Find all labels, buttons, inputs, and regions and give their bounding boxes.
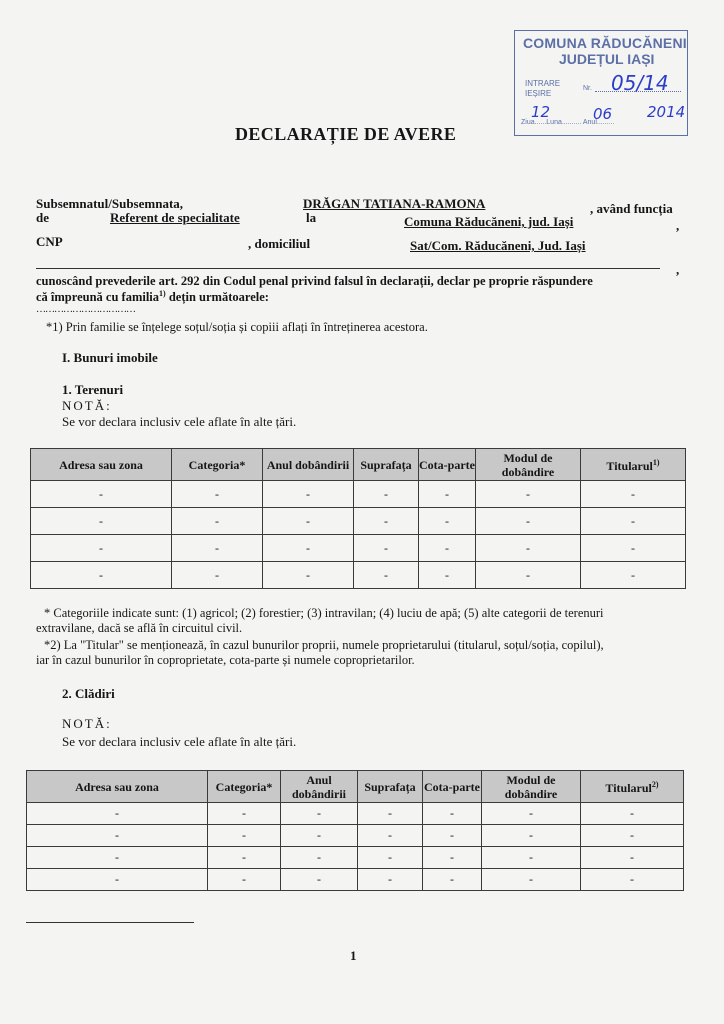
- table-cell: -: [581, 803, 684, 825]
- note-titular-1: *2) La "Titular" se menționează, în cazul bunurilor proprii, numele proprietarului (titularul, soțul/soția, copilul),: [44, 638, 604, 652]
- table-cell: -: [581, 535, 686, 562]
- table-cell: -: [581, 481, 686, 508]
- table-cell: -: [208, 869, 281, 891]
- table-cell: -: [27, 847, 208, 869]
- footnote-family: *1) Prin familie se înțelege soțul/soția și copiii aflați în întreținerea acestora.: [46, 320, 428, 334]
- table-header-row: [31, 449, 686, 481]
- table-cell: -: [354, 562, 419, 589]
- table-cell: -: [172, 508, 263, 535]
- table-cell: -: [581, 508, 686, 535]
- titularul-text: Titularul: [605, 781, 652, 795]
- intro-line-2-text: că împreună cu familia: [36, 290, 160, 305]
- col-header-anul: Anul dobândirii: [281, 771, 358, 803]
- table-cell: -: [172, 481, 263, 508]
- declarant-name: DRĂGAN TATIANA-RAMONA: [303, 196, 486, 211]
- table-row: [27, 847, 684, 869]
- domiciliul-label: , domiciliul: [248, 236, 311, 251]
- table-row: [27, 803, 684, 825]
- table-cell: -: [358, 803, 423, 825]
- footnote-ref-titular-1: 1): [652, 458, 660, 467]
- col-header-cota: Cota-parte: [423, 771, 482, 803]
- col-header-titularul: [581, 771, 684, 803]
- table-cell: -: [208, 803, 281, 825]
- table-row: [27, 825, 684, 847]
- note-categories-1: * Categoriile indicate sunt: (1) agricol; (2) forestier; (3) intravilan; (4) luciu de apă; (5) alte categorii de terenuri: [44, 606, 604, 620]
- table-cell: -: [354, 481, 419, 508]
- col-header-anul: Anul dobândirii: [263, 449, 354, 481]
- stamp-line-commune: COMUNA RĂDUCĂNENI: [523, 35, 687, 51]
- table-cell: -: [581, 869, 684, 891]
- subsemnatul-label: Subsemnatul/Subsemnata,: [36, 196, 184, 211]
- intro-line-1: cunoscând prevederile art. 292 din Codul penal privind falsul în declarații, declar pe proprie răspundere: [36, 274, 593, 288]
- table-cell: -: [482, 803, 581, 825]
- table-cell: -: [263, 508, 354, 535]
- table-cell: -: [581, 562, 686, 589]
- table-cell: -: [27, 803, 208, 825]
- col-header-adresa: Adresa sau zona: [27, 771, 208, 803]
- de-label: de: [36, 210, 49, 225]
- address-value: Sat/Com. Răducăneni, Jud. Iași: [410, 238, 586, 253]
- table-cell: -: [423, 869, 482, 891]
- table-cell: -: [358, 825, 423, 847]
- table-cell: -: [476, 508, 581, 535]
- comma-mark: ,: [676, 218, 680, 233]
- table-cell: -: [423, 825, 482, 847]
- stamp-intrare: INTRARE: [525, 79, 561, 88]
- col-header-suprafata: Suprafața: [358, 771, 423, 803]
- nota-text-1: Se vor declara inclusiv cele aflate în alte țări.: [62, 414, 297, 429]
- table-cell: -: [263, 481, 354, 508]
- registration-stamp: [514, 30, 688, 136]
- stamp-line-county: JUDEȚUL IAȘI: [559, 51, 655, 67]
- table-cell: -: [263, 535, 354, 562]
- table-cell: -: [482, 825, 581, 847]
- subsection-cladiri: 2. Clădiri: [62, 686, 115, 701]
- table-cell: -: [482, 847, 581, 869]
- subsection-terenuri: 1. Terenuri: [62, 382, 124, 397]
- avand-functia-label: , având funcția: [590, 201, 673, 216]
- table-cell: -: [27, 869, 208, 891]
- stamp-handwritten-year: 2014: [647, 103, 686, 121]
- table-cell: -: [281, 803, 358, 825]
- table-cell: -: [31, 481, 172, 508]
- table-cell: -: [354, 508, 419, 535]
- nota-label-1: NOTĂ:: [62, 398, 112, 413]
- table-cell: -: [281, 825, 358, 847]
- stamp-iesire: IEȘIRE: [525, 89, 552, 98]
- col-header-suprafata: Suprafața: [354, 449, 419, 481]
- table-cell: -: [581, 825, 684, 847]
- table-cell: -: [358, 847, 423, 869]
- table-cell: -: [419, 562, 476, 589]
- col-header-modul: Modul de dobândire: [476, 449, 581, 481]
- table-row: [31, 562, 686, 589]
- table-cell: -: [31, 562, 172, 589]
- table-row: [27, 869, 684, 891]
- table-cell: -: [31, 535, 172, 562]
- function-value: Referent de specialitate: [110, 210, 240, 225]
- note-titular-2: iar în cazul bunurilor în coproprietate, cota-parte și numele coproprietarilor.: [36, 653, 415, 667]
- intro-line-2: [36, 289, 269, 305]
- stamp-date-labels: Ziua......Luna.......... Anul.........: [521, 119, 615, 126]
- table-cell: -: [419, 481, 476, 508]
- table-cell: -: [482, 869, 581, 891]
- titularul-text: Titularul: [606, 459, 653, 473]
- terenuri-table: [30, 448, 686, 589]
- table-cell: -: [281, 869, 358, 891]
- table-cell: -: [476, 535, 581, 562]
- footnote-ref-titular-2: 2): [651, 780, 659, 789]
- table-cell: -: [476, 481, 581, 508]
- table-cell: -: [208, 847, 281, 869]
- table-cell: -: [172, 562, 263, 589]
- table-cell: -: [358, 869, 423, 891]
- table-row: [31, 481, 686, 508]
- col-header-adresa: Adresa sau zona: [31, 449, 172, 481]
- document-title: DECLARAȚIE DE AVERE: [235, 124, 457, 144]
- page-number: 1: [350, 948, 357, 963]
- table-cell: -: [281, 847, 358, 869]
- table-cell: -: [423, 803, 482, 825]
- la-label: la: [306, 210, 317, 225]
- intro-line-2-end: dețin următoarele:: [165, 290, 269, 305]
- table-cell: -: [419, 535, 476, 562]
- table-cell: -: [476, 562, 581, 589]
- footnote-ref-1: 1): [159, 289, 166, 298]
- table-header-row: [27, 771, 684, 803]
- nota-text-2: Se vor declara inclusiv cele aflate în alte țări.: [62, 734, 297, 749]
- table-cell: -: [27, 825, 208, 847]
- cladiri-table: [26, 770, 684, 891]
- comma-mark-2: ,: [676, 262, 680, 277]
- col-header-titularul: [581, 449, 686, 481]
- section-heading-imobile: I. Bunuri imobile: [62, 350, 158, 365]
- table-row: [31, 535, 686, 562]
- stamp-handwritten-month: 06: [593, 105, 613, 123]
- institution-value: Comuna Răducăneni, jud. Iași: [404, 214, 574, 229]
- table-row: [31, 508, 686, 535]
- table-cell: -: [419, 508, 476, 535]
- address-continuation-line: [36, 268, 660, 269]
- table-cell: -: [172, 535, 263, 562]
- stamp-nr-label: Nr.: [583, 85, 592, 92]
- cnp-label: CNP: [36, 234, 63, 249]
- table-cell: -: [354, 535, 419, 562]
- col-header-cota: Cota-parte: [419, 449, 476, 481]
- stamp-handwritten-day: 12: [531, 103, 551, 121]
- footnote-separator-line: [26, 922, 194, 923]
- note-categories-2: extravilane, dacă se află în circuitul civil.: [36, 621, 243, 635]
- nota-label-2: NOTĂ:: [62, 716, 112, 731]
- table-cell: -: [581, 847, 684, 869]
- col-header-modul: Modul de dobândire: [482, 771, 581, 803]
- stamp-handwritten-nr: 05/14: [611, 71, 669, 95]
- dotted-separator: ……………………………: [36, 304, 135, 315]
- table-cell: -: [423, 847, 482, 869]
- table-cell: -: [263, 562, 354, 589]
- table-cell: -: [208, 825, 281, 847]
- col-header-categoria: Categoria*: [208, 771, 281, 803]
- col-header-categoria: Categoria*: [172, 449, 263, 481]
- table-cell: -: [31, 508, 172, 535]
